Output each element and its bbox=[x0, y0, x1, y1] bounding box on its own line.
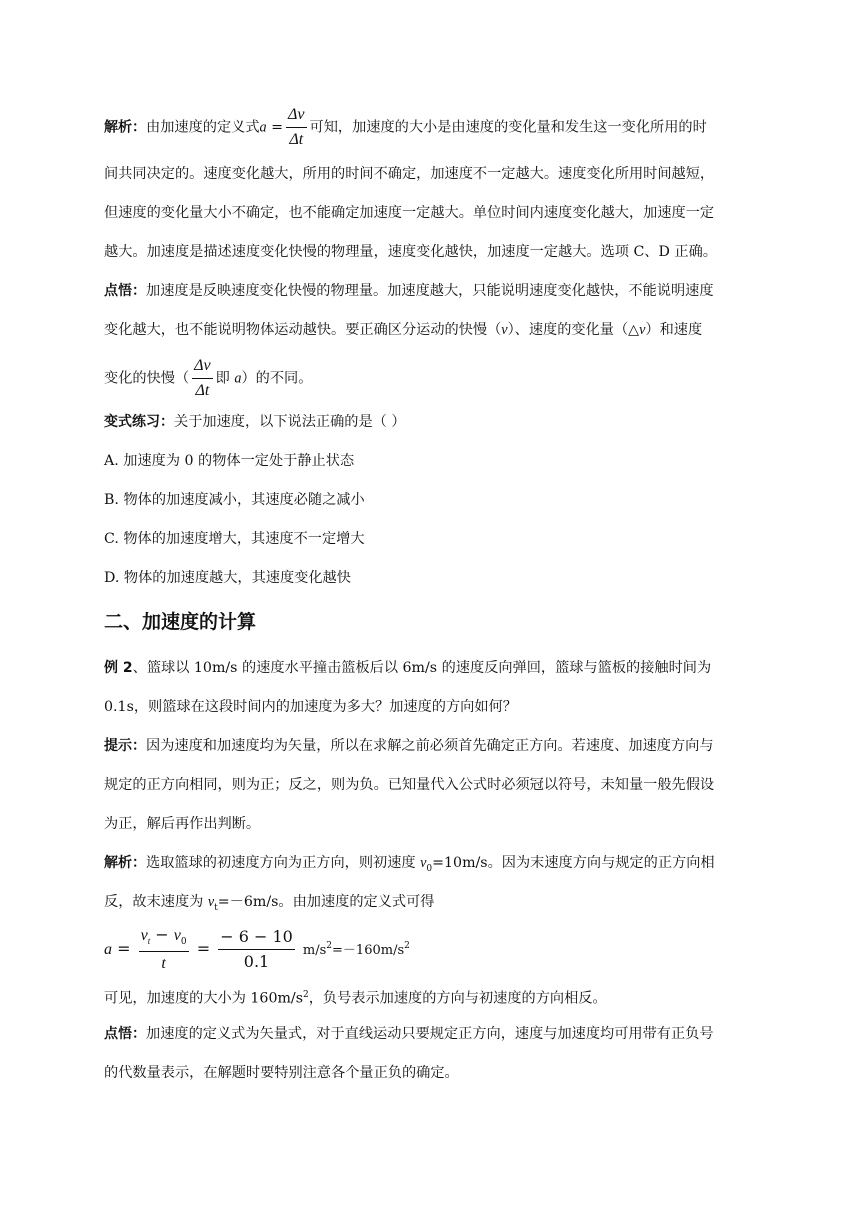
insight2-line2: 的代数量表示，在解题时要特别注意各个量正负的确定。 bbox=[104, 1065, 459, 1081]
insight2-line1: 点悟：加速度的定义式为矢量式，对于直线运动只要规定正方向，速度与加速度均可用带有正负号 bbox=[104, 1026, 714, 1042]
insight2-label: 点悟： bbox=[104, 1026, 146, 1042]
analysis2-line1: 解析：选取篮球的初速度方向为正方向，则初速度 $v_0=10m/s$。因为末速度方向与规定的正方向相 bbox=[104, 855, 715, 874]
exercise-option-c: C. 物体的加速度增大，其速度不一定增大 bbox=[104, 531, 365, 547]
hint-line3: 为正，解后再作出判断。 bbox=[104, 816, 261, 832]
example2-line1: 例 2、篮球以 10m/s 的速度水平撞击篮板后以 6m/s 的速度反向弹回，篮球与篮板的接触时间为 bbox=[104, 660, 712, 676]
exercise-question: 变式练习：关于加速度，以下说法正确的是（ ） bbox=[104, 414, 406, 430]
analysis1-line1: 解析：由加速度的定义式a = $\frac{\Delta v}{\Delta t}$ 可知，加速度的大小是由速度的变化量和发生这一变化所用的时 bbox=[104, 106, 707, 148]
insight1-line3: 变化的快慢（ $\frac{\Delta v}{\Delta t}$ 即 a）的不同。 bbox=[104, 357, 313, 399]
analysis1-line4: 越大。加速度是描述速度变化快慢的物理量，速度变化越快，加速度一定越大。选项 C、D 正确。 bbox=[104, 244, 717, 260]
analysis2-line2: 反，故末速度为 $v_t=-6m/s$。由加速度的定义式可得 bbox=[104, 894, 435, 913]
hint-line2: 规定的正方向相同，则为正；反之，则为负。已知量代入公式时必须冠以符号，未知量一般先假设 bbox=[104, 777, 715, 793]
insight1-fraction: $\frac{\Delta v}{\Delta t}$ bbox=[194, 357, 211, 399]
example2-line2: 0.1s，则篮球在这段时间内的加速度为多大？加速度的方向如何？ bbox=[104, 699, 517, 715]
acceleration-formula: a = $\frac{v_t - v_0}{t}$ = $\frac{- 6 - 10}{0.1}$ $m/s^2=-160m/s^2$ bbox=[104, 925, 410, 973]
hint-label: 提示： bbox=[104, 738, 146, 754]
formula-fraction-numeric: $\frac{- 6 - 10}{0.1}$ bbox=[220, 927, 293, 972]
exercise-option-a: A. 加速度为 0 的物体一定处于静止状态 bbox=[104, 453, 355, 469]
analysis1-line2: 间共同决定的。速度变化越大，所用的时间不确定，加速度不一定越大。速度变化所用时间越短， bbox=[104, 166, 715, 182]
example2-label: 例 2 bbox=[104, 660, 133, 676]
insight1-line1: 点悟：加速度是反映速度变化快慢的物理量。加速度越大，只能说明速度变化越快，不能说明速度 bbox=[104, 283, 714, 299]
exercise-option-b: B. 物体的加速度减小，其速度必随之减小 bbox=[104, 492, 365, 508]
exercise-label: 变式练习： bbox=[104, 414, 174, 430]
formula-fraction-symbolic: $\frac{v_t - v_0}{t}$ bbox=[140, 925, 187, 973]
exercise-option-d: D. 物体的加速度越大，其速度变化越快 bbox=[104, 570, 351, 586]
analysis1-label: 解析： bbox=[104, 119, 146, 136]
analysis2-conclusion: 可见，加速度的大小为 $160m/s^2$，负号表示加速度的方向与初速度的方向相反。 bbox=[104, 990, 607, 1007]
analysis2-label: 解析： bbox=[104, 855, 146, 871]
hint-line1: 提示：因为速度和加速度均为矢量，所以在求解之前必须首先确定正方向。若速度、加速度方向与 bbox=[104, 738, 714, 754]
insight1-line2: 变化越大，也不能说明物体运动越快。要正确区分运动的快慢（v）、速度的变化量（△v）和速度 bbox=[104, 322, 703, 338]
insight1-label: 点悟： bbox=[104, 283, 146, 299]
section-heading: 二、加速度的计算 bbox=[104, 611, 257, 633]
analysis1-fraction: $\frac{\Delta v}{\Delta t}$ bbox=[288, 106, 305, 148]
analysis1-line3: 但速度的变化量大小不确定，也不能确定加速度一定越大。单位时间内速度变化越大，加速度一定 bbox=[104, 205, 715, 221]
